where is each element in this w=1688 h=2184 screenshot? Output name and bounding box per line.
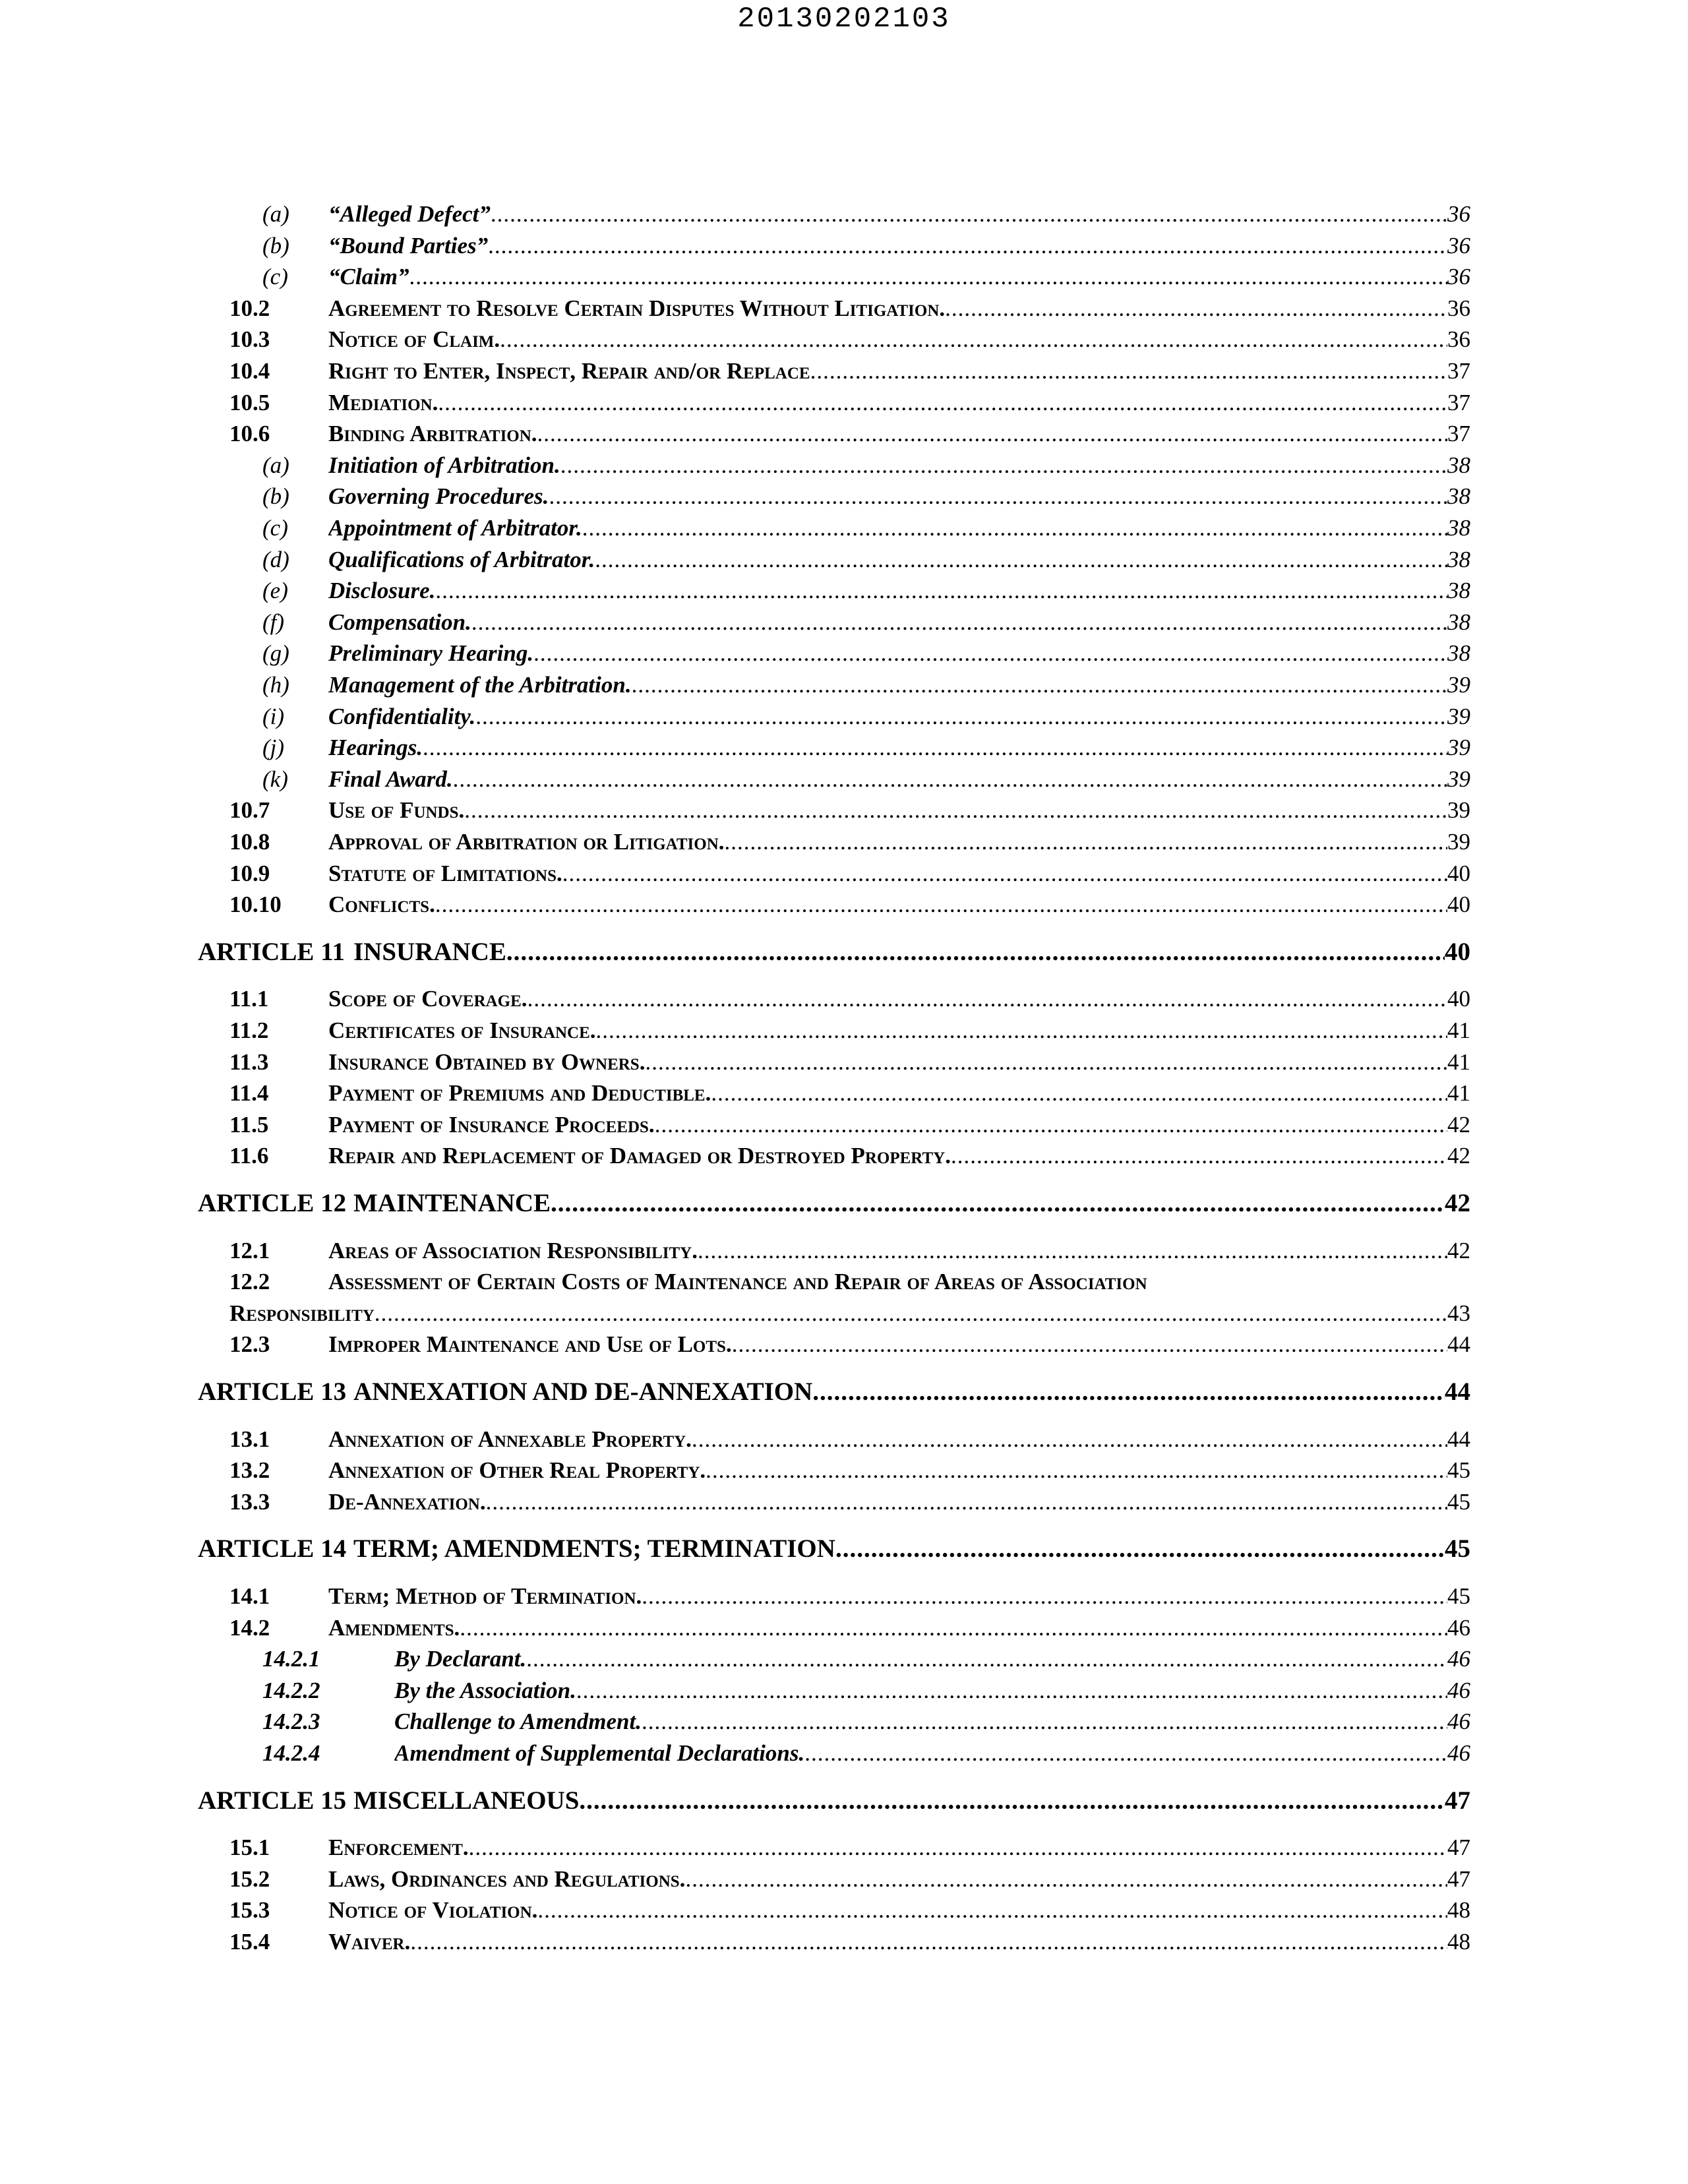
toc-entry-page-number: 39: [1447, 735, 1470, 761]
toc-entry-page-number: 47: [1447, 1835, 1470, 1861]
toc-entry-page-number: 40: [1445, 937, 1470, 966]
toc-entry-title: TERM; AMENDMENTS; TERMINATION: [353, 1534, 835, 1563]
toc-entry-title: By Declarant.: [394, 1646, 527, 1672]
toc-entry-number: 14.2.4: [262, 1740, 320, 1766]
toc-entry-number: 12.3: [229, 1331, 270, 1358]
dot-leader: [642, 1707, 1447, 1737]
toc-entry-title: Use of Funds.: [328, 797, 465, 824]
toc-entry-number: (i): [262, 703, 285, 729]
toc-entry-number: 11.4: [229, 1080, 269, 1107]
toc-entry-number: 14.2.3: [262, 1709, 320, 1735]
toc-entry-number: (b): [262, 483, 289, 510]
toc-entry-number: 15.1: [229, 1835, 270, 1861]
toc-entry-page-number: 45: [1447, 1488, 1470, 1515]
toc-entry-number: 10.10: [229, 892, 282, 918]
toc-entry-page-number: 47: [1447, 1866, 1470, 1892]
toc-entry-page-number: 45: [1447, 1457, 1470, 1484]
toc-entry-number: 11.6: [229, 1143, 269, 1169]
toc-entry-number: (g): [262, 640, 289, 667]
dot-leader: [951, 1141, 1447, 1171]
toc-entry-title: INSURANCE: [353, 937, 506, 966]
toc-entry-page-number: 36: [1447, 264, 1470, 290]
toc-entry-page-number: 40: [1447, 860, 1470, 886]
toc-entry-number: 10.5: [229, 389, 270, 415]
toc-entry-page-number: 39: [1447, 672, 1470, 698]
dot-leader: [549, 481, 1447, 512]
toc-entry-page-number: 38: [1447, 515, 1470, 541]
toc-entry-page-number: 36: [1447, 201, 1470, 227]
dot-leader: [469, 1833, 1447, 1863]
dot-leader: [453, 764, 1447, 795]
toc-entry-title: MAINTENANCE: [353, 1189, 551, 1217]
toc-entry-page-number: 46: [1447, 1740, 1470, 1766]
toc-entry-number: ARTICLE 11: [198, 937, 345, 966]
toc-entry-title: Challenge to Amendment.: [394, 1709, 642, 1735]
toc-entry-title: Hearings.: [328, 735, 423, 761]
dot-leader: [438, 388, 1447, 418]
dot-leader: [804, 1738, 1447, 1769]
toc-entry-title: Annexation of Annexable Property.: [328, 1426, 692, 1452]
dot-leader: [725, 827, 1447, 857]
toc-entry-page-number: 38: [1447, 609, 1470, 635]
toc-entry-title: Notice of Claim.: [328, 326, 500, 353]
toc-entry-page-number: 41: [1447, 1080, 1470, 1107]
dot-leader: [423, 733, 1447, 763]
toc-entry-title: Areas of Association Responsibility.: [328, 1237, 698, 1263]
toc-entry-number: ARTICLE 13: [198, 1378, 347, 1406]
toc-entry-page-number: 47: [1445, 1786, 1470, 1815]
toc-entry-number: ARTICLE 15: [198, 1786, 347, 1815]
toc-entry-title: Scope of Coverage.: [328, 986, 528, 1012]
toc-entry-title: Payment of Premiums and Deductible.: [328, 1080, 711, 1107]
dot-leader: [706, 1455, 1447, 1486]
dot-leader: [595, 545, 1447, 575]
toc-entry-title: Certificates of Insurance.: [328, 1017, 596, 1043]
dot-leader: [596, 1016, 1447, 1046]
dot-leader: [471, 607, 1447, 638]
dot-leader: [500, 324, 1447, 355]
toc-entry-page-number: 38: [1447, 546, 1470, 572]
toc-entry-page-number: 37: [1447, 389, 1470, 415]
toc-entry-page-number: 41: [1447, 1048, 1470, 1075]
toc-entry-title: Responsibility: [229, 1300, 375, 1326]
toc-entry-page-number: 42: [1445, 1189, 1470, 1217]
dot-leader: [464, 795, 1447, 826]
toc-entry-number: 10.7: [229, 797, 270, 824]
toc-entry-title: Repair and Replacement of Damaged or Destroyed Property.: [328, 1143, 951, 1169]
toc-entry-number: (a): [262, 452, 289, 478]
toc-entry-number: 13.3: [229, 1488, 270, 1515]
toc-entry-page-number: 40: [1447, 986, 1470, 1012]
toc-entry-number: (c): [262, 264, 288, 290]
toc-entry-number: 11.3: [229, 1048, 269, 1075]
toc-entry-page-number: 36: [1447, 295, 1470, 321]
toc-entry-title: Initiation of Arbitration.: [328, 452, 560, 478]
dot-leader: [475, 702, 1447, 732]
toc-entry-title: Disclosure.: [328, 578, 436, 604]
toc-entry-title: Annexation of Other Real Property.: [328, 1457, 706, 1484]
toc-entry-page-number: 42: [1447, 1143, 1470, 1169]
toc-entry-page-number: 38: [1447, 578, 1470, 604]
toc-entry-title: Assessment of Certain Costs of Maintenance and Repair of Areas of Association: [328, 1269, 1147, 1295]
dot-leader: [562, 859, 1447, 889]
dot-leader: [491, 199, 1447, 229]
toc-entry-title: Laws, Ordinances and Regulations.: [328, 1866, 686, 1892]
toc-entry-number: 10.4: [229, 358, 270, 384]
toc-entry-number: 14.1: [229, 1583, 270, 1609]
toc-entry-title: Insurance Obtained by Owners.: [328, 1048, 646, 1075]
dot-leader: [435, 890, 1447, 920]
toc-entry-number: 15.4: [229, 1929, 270, 1955]
toc-entry-title: Conflicts.: [328, 892, 435, 918]
toc-entry-page-number: 45: [1447, 1583, 1470, 1609]
toc-entry-number: 12.2: [229, 1269, 270, 1295]
toc-entry-number: (b): [262, 232, 289, 258]
toc-entry-number: 15.2: [229, 1866, 270, 1892]
dot-leader: [642, 1581, 1447, 1612]
toc-entry-page-number: 44: [1447, 1426, 1470, 1452]
toc-entry-number: 14.2.2: [262, 1677, 320, 1703]
toc-entry-number: (h): [262, 672, 289, 698]
toc-entry-number: 13.2: [229, 1457, 270, 1484]
toc-entry-page-number: 36: [1447, 326, 1470, 353]
dot-leader: [810, 356, 1447, 386]
toc-entry-page-number: 46: [1447, 1646, 1470, 1672]
dot-leader: [698, 1236, 1447, 1266]
dot-leader: [409, 262, 1447, 292]
toc-entry-page-number: 40: [1447, 892, 1470, 918]
toc-entry-page-number: 46: [1447, 1709, 1470, 1735]
toc-entry-title: Qualifications of Arbitrator.: [328, 546, 595, 572]
toc-entry-number: (a): [262, 201, 289, 227]
toc-entry-page-number: 39: [1447, 829, 1470, 855]
toc-entry-title: “Alleged Defect”: [328, 201, 491, 227]
toc-entry-page-number: 36: [1447, 232, 1470, 258]
dot-leader: [551, 1188, 1445, 1219]
dot-leader: [537, 419, 1447, 449]
toc-entry-title: By the Association.: [394, 1677, 576, 1703]
toc-entry-title: Amendments.: [328, 1614, 460, 1641]
toc-entry-title: Compensation.: [328, 609, 471, 635]
toc-entry-title: Right to Enter, Inspect, Repair and/or Replace: [328, 358, 810, 384]
document-number: 20130202103: [737, 3, 951, 36]
toc-entry-page-number: 44: [1447, 1331, 1470, 1358]
dot-leader: [645, 1047, 1447, 1077]
toc-entry-title: Preliminary Hearing.: [328, 640, 534, 667]
toc-entry-page-number: 43: [1447, 1300, 1470, 1326]
toc-entry-page-number: 42: [1447, 1237, 1470, 1263]
dot-leader: [632, 670, 1447, 700]
toc-entry-number: (e): [262, 578, 288, 604]
toc-entry-number: (d): [262, 546, 289, 572]
dot-leader: [506, 937, 1445, 967]
toc-entry-title: De-Annexation.: [328, 1488, 486, 1515]
toc-entry-title: Management of the Arbitration.: [328, 672, 632, 698]
dot-leader: [579, 1786, 1445, 1816]
toc-entry-title: Waiver.: [328, 1929, 411, 1955]
toc-entry-page-number: 45: [1445, 1534, 1470, 1563]
dot-leader: [711, 1078, 1447, 1108]
toc-entry-page-number: 37: [1447, 421, 1470, 447]
toc-entry-page-number: 38: [1447, 640, 1470, 667]
toc-entry-number: 11.5: [229, 1111, 269, 1138]
dot-leader: [582, 513, 1447, 543]
toc-entry-title: “Claim”: [328, 264, 409, 290]
dot-leader: [692, 1424, 1447, 1455]
dot-leader: [460, 1613, 1447, 1643]
dot-leader: [435, 576, 1447, 606]
dot-leader: [655, 1110, 1447, 1140]
toc-entry-page-number: 48: [1447, 1897, 1470, 1924]
dot-leader: [732, 1329, 1447, 1360]
toc-entry-title: Confidentiality.: [328, 703, 476, 729]
toc-entry-number: 11.1: [229, 986, 269, 1012]
dot-leader: [685, 1864, 1447, 1895]
toc-entry-number: 12.1: [229, 1237, 270, 1263]
dot-leader: [560, 450, 1447, 481]
dot-leader: [533, 638, 1447, 669]
toc-entry-title: Notice of Violation.: [328, 1897, 538, 1924]
toc-entry-number: 10.8: [229, 829, 270, 855]
toc-entry-title: Approval of Arbitration or Litigation.: [328, 829, 725, 855]
dot-leader: [537, 1895, 1447, 1926]
toc-entry-number: (f): [262, 609, 285, 635]
toc-entry-title: “Bound Parties”: [328, 232, 489, 258]
dot-leader: [945, 293, 1447, 324]
toc-entry-title: Enforcement.: [328, 1835, 469, 1861]
dot-leader: [526, 1644, 1447, 1674]
toc-entry-page-number: 38: [1447, 483, 1470, 510]
toc-entry-page-number: 46: [1447, 1614, 1470, 1641]
dot-leader: [486, 1487, 1447, 1517]
toc-entry-page-number: 42: [1447, 1111, 1470, 1138]
toc-entry-title: Final Award.: [328, 766, 453, 792]
toc-entry-number: 13.1: [229, 1426, 270, 1452]
toc-entry-number: 10.9: [229, 860, 270, 886]
toc-entry-page-number: 39: [1447, 766, 1470, 792]
toc-entry-number: 15.3: [229, 1897, 270, 1924]
toc-entry-title: Statute of Limitations.: [328, 860, 562, 886]
dot-leader: [812, 1377, 1445, 1407]
toc-entry-number: (j): [262, 735, 285, 761]
toc-entry-title: Agreement to Resolve Certain Disputes Without Litigation.: [328, 295, 946, 321]
toc-entry-page-number: 44: [1445, 1378, 1470, 1406]
toc-entry-number: 10.3: [229, 326, 270, 353]
toc-entry-page-number: 38: [1447, 452, 1470, 478]
toc-entry-title: Improper Maintenance and Use of Lots.: [328, 1331, 732, 1358]
toc-entry-title: Payment of Insurance Proceeds.: [328, 1111, 655, 1138]
dot-leader: [835, 1534, 1445, 1564]
toc-entry-title: Term; Method of Termination.: [328, 1583, 642, 1609]
toc-entry-page-number: 41: [1447, 1017, 1470, 1043]
toc-entry-page-number: 46: [1447, 1677, 1470, 1703]
toc-entry-number: ARTICLE 12: [198, 1189, 347, 1217]
toc-entry-title: Governing Procedures.: [328, 483, 549, 510]
toc-entry-page-number: 39: [1447, 703, 1470, 729]
toc-entry-number: 10.2: [229, 295, 270, 321]
toc-entry-title: MISCELLANEOUS: [353, 1786, 580, 1815]
toc-entry-number: (k): [262, 766, 288, 792]
toc-entry-title: ANNEXATION AND DE-ANNEXATION: [353, 1378, 813, 1406]
toc-entry-title: Amendment of Supplemental Declarations.: [394, 1740, 805, 1766]
dot-leader: [488, 231, 1447, 261]
dot-leader: [375, 1298, 1447, 1329]
toc-entry-title: Binding Arbitration.: [328, 421, 537, 447]
toc-entry-page-number: 48: [1447, 1929, 1470, 1955]
toc-entry-title: Appointment of Arbitrator.: [328, 515, 582, 541]
dot-leader: [528, 984, 1447, 1014]
dot-leader: [576, 1676, 1447, 1706]
dot-leader: [410, 1927, 1447, 1957]
toc-entry-number: 14.2.1: [262, 1646, 320, 1672]
toc-entry-number: (c): [262, 515, 288, 541]
toc-entry-number: 10.6: [229, 421, 270, 447]
toc-entry-number: ARTICLE 14: [198, 1534, 347, 1563]
toc-entry-page-number: 37: [1447, 358, 1470, 384]
toc-entry-number: 14.2: [229, 1614, 270, 1641]
toc-entry-title: Mediation.: [328, 389, 438, 415]
toc-entry-page-number: 39: [1447, 797, 1470, 824]
toc-entry-number: 11.2: [229, 1017, 269, 1043]
